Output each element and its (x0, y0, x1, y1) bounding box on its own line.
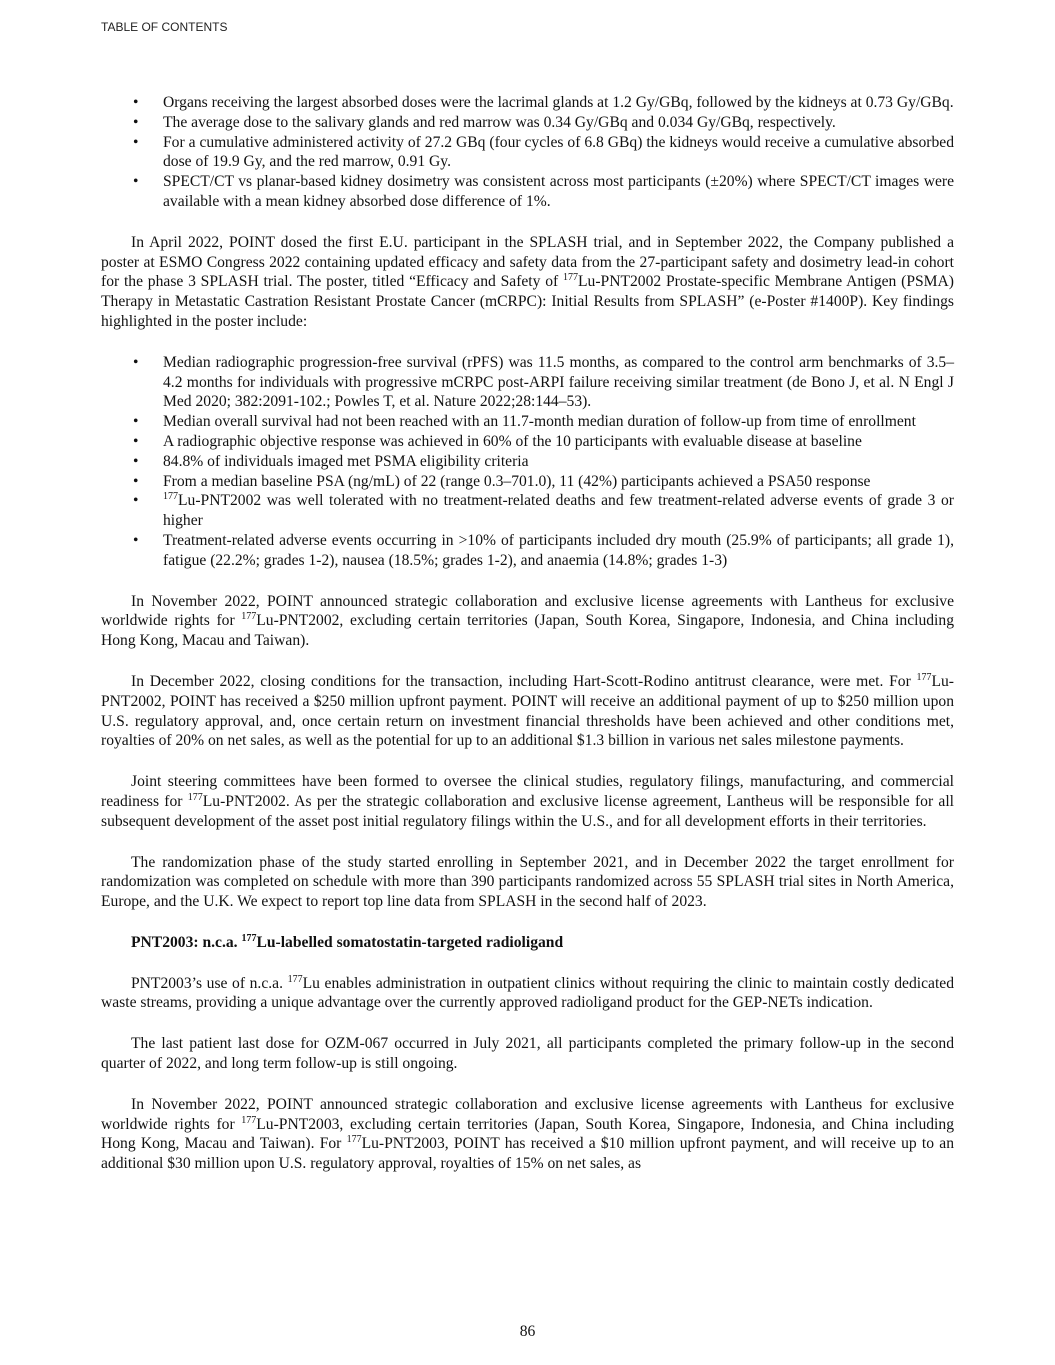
text-run: SPECT/CT vs planar-based kidney dosimetry was consistent across most participants (±20%) where SPECT/CT images were available with a mean kidney absorbed dose difference of 1%. (163, 173, 954, 210)
bullet-item (101, 472, 954, 492)
text-run: Organs receiving the largest absorbed doses were the lacrimal glands at 1.2 Gy/GBq, followed by the kidneys at 0.73 Gy/GBq. (163, 94, 954, 111)
text-run: Lu-PNT2003, excluding certain territories (Japan, South Korea, Singapore, Indonesia, and China including Hong Kong, Macau and Taiwan). For (101, 1115, 954, 1153)
document-body (101, 93, 954, 1195)
paragraph-ozm067 (101, 1034, 954, 1074)
isotope-superscript: 177 (287, 973, 303, 985)
text-run: Median overall survival had not been reached with an 11.7-month median duration of follow-up from time of enrollment (163, 413, 916, 431)
text-run: From a median baseline PSA (ng/mL) of 22 (range 0.3–701.0), 11 (42%) participants achieved a PSA50 response (163, 472, 871, 490)
text-run: For a cumulative administered activity of 27.2 GBq (four cycles of 6.8 GBq) the kidneys would receive a cumulative absorbed dose of 19.9 Gy, and the red marrow, 0.91 Gy. (163, 133, 954, 171)
isotope-superscript: 177 (163, 491, 178, 503)
text-run: Lu-PNT2002 was well tolerated with no treatment-related deaths and few treatment-related adverse events of grade 3 or higher (163, 492, 954, 530)
table-of-contents-link[interactable]: TABLE OF CONTENTS (101, 20, 228, 34)
paragraph-lantheus-agreement-pnt2002 (101, 592, 954, 651)
bullet-item (101, 491, 954, 531)
bullet-item (101, 113, 954, 133)
bullet-item (101, 93, 954, 113)
bullet-item (101, 452, 954, 472)
paragraph-joint-steering (101, 772, 954, 831)
text-run: Lu-labelled somatostatin-targeted radioligand (256, 933, 564, 951)
text-run: PNT2003: n.c.a. (131, 933, 242, 951)
text-run: In April 2022, POINT dosed the first E.U. participant in the SPLASH trial, and in September 2022, the Company published a poster at ESMO Congress 2022 containing updated efficacy and safety data from the 27-participant safety and dosimetry lead-in cohort for the phase 3 SPLASH trial. The poster, titled “Efficacy and Safety of (101, 233, 954, 291)
text-run: PNT2003’s use of n.c.a. (131, 974, 288, 992)
page-number: 86 (519, 1323, 536, 1340)
text-run: Lu enables administration in outpatient clinics without requiring the clinic to maintain costly dedicated waste streams, providing a unique advantage over the currently approved radioligand product for the GEP-NETs indication. (101, 974, 954, 1012)
text-run: In December 2022, closing conditions for the transaction, including Hart-Scott-Rodino antitrust clearance, were met. For (131, 672, 917, 690)
text-run: 84.8% of individuals imaged met PSMA eligibility criteria (163, 452, 529, 470)
bullet-item (101, 432, 954, 452)
isotope-superscript: 177 (187, 791, 203, 803)
paragraph-closing-conditions (101, 672, 954, 751)
text-run: Median radiographic progression-free survival (rPFS) was 11.5 months, as compared to the control arm benchmarks of 3.5–4.2 months for individuals with progressive mCRPC post-ARPI failure receiving similar treatment (de Bono J, et al. N Engl J Med 2020; 382:2091-102.; Powles T, et al. Nature 2022;28:144–53). (163, 353, 954, 411)
isotope-superscript: 177 (241, 611, 257, 623)
bullet-item (101, 531, 954, 571)
bullet-item (101, 353, 954, 412)
bullet-item (101, 412, 954, 432)
dosimetry-bullet-list (101, 93, 954, 212)
isotope-superscript: 177 (563, 272, 578, 284)
text-run: In November 2022, POINT announced strategic collaboration and exclusive license agreements with Lantheus for exclusive worldwide rights for (101, 592, 954, 630)
paragraph-pnt2003-use (101, 974, 954, 1014)
paragraph-lantheus-agreement-pnt2003 (101, 1095, 954, 1174)
text-run: Lu-PNT2002 Prostate-specific Membrane Antigen (PSMA) Therapy in Metastatic Castration Resistant Prostate Cancer (mCRPC): Initial Results from SPLASH” (e-Poster #1400P). Key findings highlighted in the poster include: (101, 273, 955, 330)
isotope-superscript: 177 (241, 932, 257, 944)
text-run: The last patient last dose for OZM-067 occurred in July 2021, all participants completed the primary follow-up in the second quarter of 2022, and long term follow-up is still ongoing. (101, 1035, 954, 1073)
text-run: Treatment-related adverse events occurring in >10% of participants included dry mouth (25.9% of participants; all grade 1), fatigue (22.2%; grades 1-2), nausea (18.5%; grades 1-2), and anaemia (14.8%; grades 1-3) (163, 531, 954, 569)
bullet-item (101, 172, 954, 212)
text-run: Lu-PNT2003, POINT has received a $10 million upfront payment, and will receive up to an additional $30 million upon U.S. regulatory approval, royalties of 15% on net sales, as (101, 1135, 954, 1173)
isotope-superscript: 177 (916, 671, 932, 683)
paragraph-randomization (101, 853, 954, 912)
text-run: Lu-PNT2002. As per the strategic collaboration and exclusive license agreement, Lantheus will be responsible for all subsequent development of the asset post initial regulatory filings within the U.S., and for all development efforts in their territories. (101, 792, 955, 830)
section-heading-pnt2003 (101, 933, 954, 953)
text-run: Lu-PNT2002, POINT has received a $250 million upfront payment. POINT will receive an additional payment of up to $250 million upon U.S. regulatory approval, and, once certain return on investment financial thresholds have been achieved and other conditions met, royalties of 20% on net sales, as well as the potential for up to an additional $1.3 billion in various net sales milestone payments. (101, 672, 954, 750)
text-run: A radiographic objective response was achieved in 60% of the 10 participants with evaluable disease at baseline (163, 432, 862, 450)
text-run: Joint steering committees have been formed to oversee the clinical studies, regulatory filings, manufacturing, and commercial readiness for (101, 773, 954, 810)
paragraph-splash-poster (101, 233, 954, 332)
text-run: The average dose to the salivary glands and red marrow was 0.34 Gy/GBq and 0.034 Gy/GBq, respectively. (163, 113, 836, 131)
text-run: In November 2022, POINT announced strategic collaboration and exclusive license agreements with Lantheus for exclusive worldwide rights for (101, 1095, 954, 1133)
isotope-superscript: 177 (241, 1114, 257, 1126)
text-run: Lu-PNT2002, excluding certain territories (Japan, South Korea, Singapore, Indonesia, and China including Hong Kong, Macau and Taiwan). (101, 612, 954, 650)
key-findings-bullet-list (101, 353, 954, 571)
isotope-superscript: 177 (346, 1134, 362, 1146)
text-run: The randomization phase of the study started enrolling in September 2021, and in December 2022 the target enrollment for randomization was completed on schedule with more than 390 participants randomized across 55 SPLASH trial sites in North America, Europe, and the U.K. We expect to report top line data from SPLASH in the second half of 2023. (101, 853, 954, 911)
bullet-item (101, 133, 954, 173)
